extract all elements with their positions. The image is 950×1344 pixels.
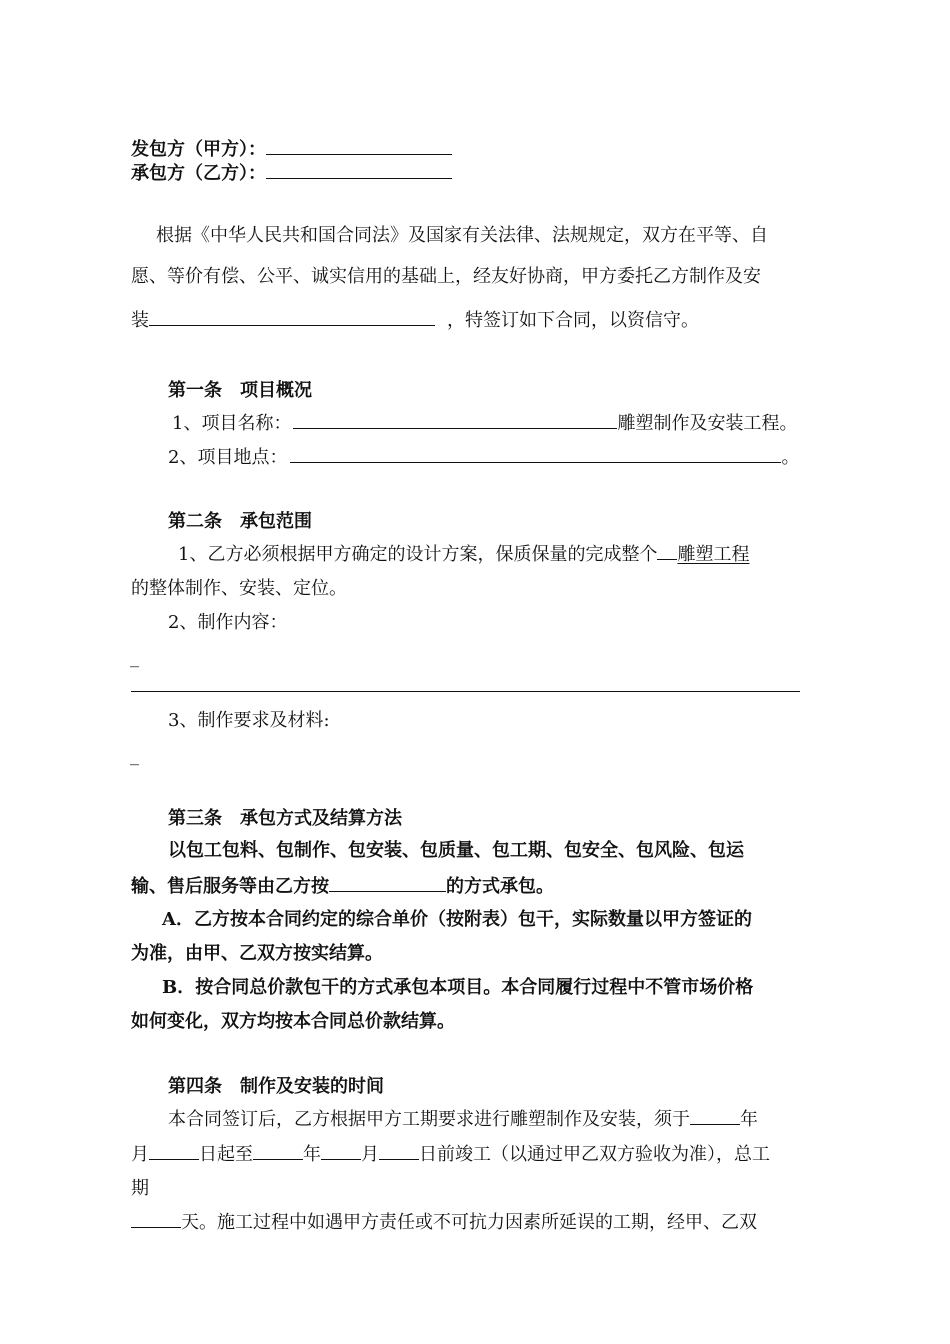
article-4-title: 第四条 制作及安装的时间 xyxy=(168,1076,384,1097)
content-blank-line xyxy=(131,691,800,692)
month-unit-1: 月 xyxy=(131,1144,149,1165)
intro-line-3 xyxy=(131,307,699,334)
article-4-line-1 xyxy=(168,1106,758,1133)
party-a-line xyxy=(131,136,452,163)
start-year-blank xyxy=(690,1106,740,1125)
project-location-blank xyxy=(290,444,781,463)
project-name-label: 1、项目名称： xyxy=(172,413,292,434)
party-b-blank xyxy=(266,160,452,179)
article-3-title: 第三条 承包方式及结算方法 xyxy=(168,808,402,829)
content-dash: _ xyxy=(130,647,139,668)
method-blank xyxy=(329,873,446,892)
method-suffix: 的方式承包。 xyxy=(446,876,554,897)
party-b-label: 承包方（乙方）： xyxy=(131,163,266,184)
materials-dash: _ xyxy=(130,745,139,766)
option-a-line-1: A．乙方按本合同约定的综合单价（按附表）包干，实际数量以甲方签证的 xyxy=(162,909,752,930)
party-b-line xyxy=(131,160,452,187)
schedule-text: 本合同签订后，乙方根据甲方工期要求进行雕塑制作及安装，须于 xyxy=(168,1109,690,1130)
intro-line-2: 愿、等价有偿、公平、诚实信用的基础上，经友好协商，甲方委托乙方制作及安 xyxy=(131,266,761,287)
end-month-blank xyxy=(321,1141,361,1160)
scope-work-type: 雕塑工程 xyxy=(677,544,750,565)
article-4-line-3: 期 xyxy=(131,1178,149,1199)
start-day-blank xyxy=(149,1141,199,1160)
completion-text: 日前竣工（以通过甲乙双方验收为准），总工 xyxy=(419,1144,770,1165)
article-2-item-1 xyxy=(178,541,749,568)
party-a-blank xyxy=(266,136,452,155)
intro-line-3-end: ，特签订如下合同，以资信守。 xyxy=(447,310,699,331)
option-b-line-1: B．按合同总价款包干的方式承包本项目。本合同履行过程中不管市场价格 xyxy=(162,977,754,998)
article-3-p1-line-1: 以包工包料、包制作、包安装、包质量、包工期、包安全、包风险、包运 xyxy=(168,840,744,861)
project-blank xyxy=(149,307,435,326)
article-2-item-1-cont: 的整体制作、安装、定位。 xyxy=(131,578,347,599)
end-day-blank xyxy=(379,1141,419,1160)
day-unit-1: 日起至 xyxy=(199,1144,253,1165)
scope-blank xyxy=(657,541,677,560)
project-location-suffix: 。 xyxy=(781,447,800,468)
intro-line-1: 根据《中华人民共和国合同法》及国家有关法律、法规规定，双方在平等、自 xyxy=(156,225,768,246)
article-2-item-2: 2、制作内容： xyxy=(168,612,288,633)
article-4-line-2 xyxy=(131,1141,770,1168)
article-2-item-3: 3、制作要求及材料: xyxy=(168,710,330,731)
article-1-item-2 xyxy=(168,444,799,471)
year-unit-1: 年 xyxy=(740,1109,758,1130)
total-days-blank xyxy=(131,1209,181,1228)
year-unit-2: 年 xyxy=(303,1144,321,1165)
method-text: 输、售后服务等由乙方按 xyxy=(131,876,329,897)
delay-text: 天。施工过程中如遇甲方责任或不可抗力因素所延误的工期，经甲、乙双 xyxy=(181,1212,757,1233)
article-4-line-4 xyxy=(131,1209,757,1236)
end-year-blank xyxy=(253,1141,303,1160)
article-1-item-1 xyxy=(172,410,797,437)
option-a-line-2: 为准，由甲、乙双方按实结算。 xyxy=(131,943,383,964)
article-3-p1-line-2 xyxy=(131,873,554,900)
article-2-title: 第二条 承包范围 xyxy=(168,511,312,532)
project-name-blank xyxy=(293,410,617,429)
month-unit-2: 月 xyxy=(361,1144,379,1165)
article-1-title: 第一条 项目概况 xyxy=(168,380,312,401)
project-location-label: 2、项目地点： xyxy=(168,447,288,468)
project-name-suffix: 雕塑制作及安装工程。 xyxy=(617,413,798,434)
party-a-label: 发包方（甲方）： xyxy=(131,139,266,160)
scope-text: 1、乙方必须根据甲方确定的设计方案，保质保量的完成整个 xyxy=(178,544,658,565)
option-b-line-2: 如何变化，双方均按本合同总价款结算。 xyxy=(131,1011,455,1032)
intro-line-3-start: 装 xyxy=(131,310,149,331)
